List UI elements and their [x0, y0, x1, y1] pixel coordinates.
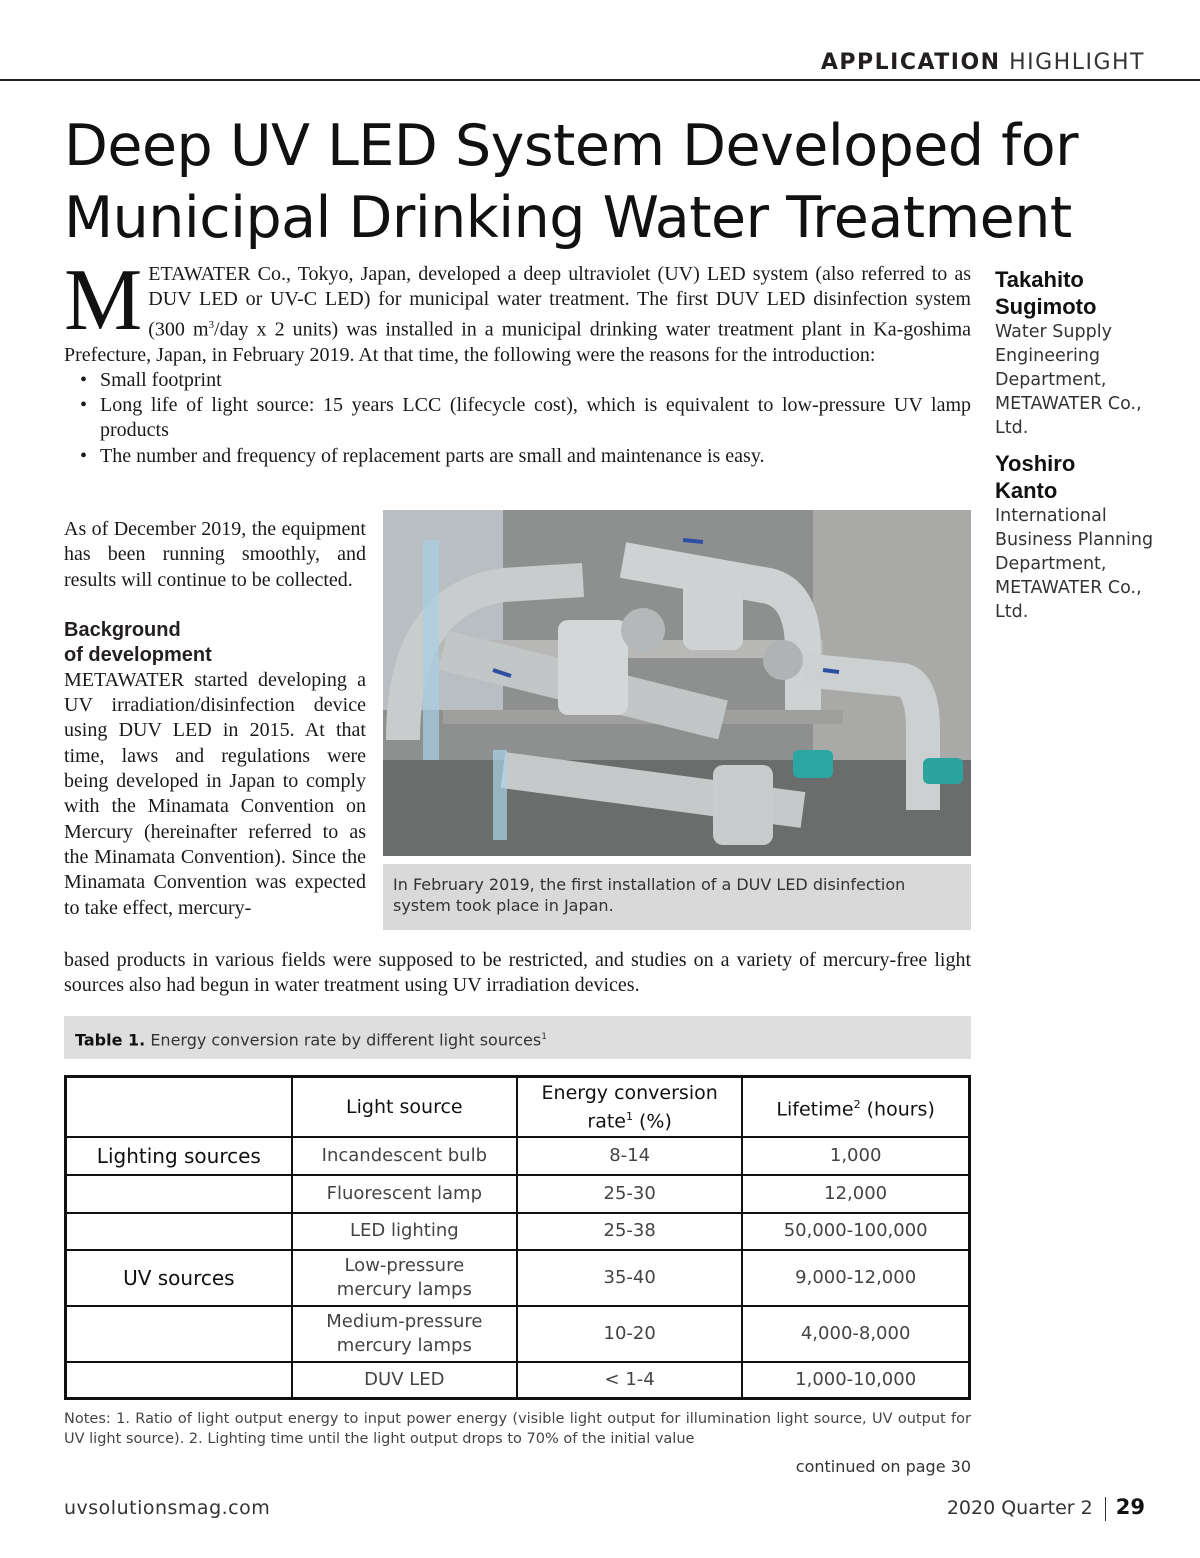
status-paragraph: As of December 2019, the equipment has been running smoothly, and results will continue to be collected.: [64, 518, 366, 591]
heading-line-2: of development: [64, 643, 212, 666]
header-cell-rate: [517, 1077, 742, 1137]
source-cell: LED lighting: [292, 1213, 517, 1250]
source-cell: Incandescent bulb: [292, 1137, 517, 1175]
rate-cell: 8-14: [517, 1137, 742, 1175]
table-row: [66, 1306, 970, 1362]
author-first-name: Takahito: [995, 267, 1084, 292]
intro-superscript: 3: [208, 318, 215, 331]
photo-caption: In February 2019, the first installation of a DUV LED disinfection system took place in Japan.: [383, 864, 971, 930]
author-first-name: Yoshiro: [995, 451, 1076, 476]
group-cell-empty: [66, 1362, 292, 1399]
section-label-bold: APPLICATION: [820, 50, 1001, 75]
source-line-1: Medium-pressure: [326, 1310, 483, 1332]
footer-issue: 2020 Quarter 2: [946, 1497, 1093, 1519]
author-name: [995, 450, 1175, 504]
author-last-name: Kanto: [995, 478, 1058, 503]
author-last-name: Sugimoto: [995, 294, 1097, 319]
section-heading: [64, 618, 366, 668]
table-row: [66, 1213, 970, 1250]
background-paragraph: METAWATER started developing a UV irradiation/disinfection device using DUV LED in 2015. At that time, laws and regulations were being developed in Japan to comply with the Minamata Convention on Mercury (hereinafter referred to as the Minamata Convention). Since the Minamata Convention was expected to take effect, mercury-: [64, 668, 366, 919]
equipment-illustration: [383, 510, 971, 856]
group-cell-empty: [66, 1213, 292, 1250]
table-row: [66, 1362, 970, 1399]
table-row: [66, 1250, 970, 1306]
list-item: • Long life of light source: 15 years LCC (lifecycle cost), which is equivalent to low-pressure UV lamp products: [78, 393, 971, 444]
drop-cap: M: [64, 252, 143, 349]
header-cell-lifetime: [742, 1077, 969, 1137]
intro-block: [64, 252, 972, 469]
source-line-2: mercury lamps: [336, 1278, 472, 1300]
group-uv-sources: UV sources: [66, 1250, 292, 1306]
lifetime-cell: 1,000: [742, 1137, 969, 1175]
header-cell-source: Light source: [292, 1077, 517, 1137]
footer-issue-block: [947, 1495, 1145, 1521]
source-cell: Fluorescent lamp: [292, 1175, 517, 1213]
table-title: [64, 1016, 971, 1059]
lifetime-cell: 1,000-10,000: [742, 1362, 969, 1399]
title-line-2: Municipal Drinking Water Treatment: [64, 185, 1072, 251]
rate-cell: 25-38: [517, 1213, 742, 1250]
left-column: [64, 517, 366, 921]
footer-site: uvsolutionsmag.com: [64, 1497, 271, 1519]
table-row: [66, 1137, 970, 1175]
header-life-label: Lifetime: [776, 1097, 854, 1120]
lifetime-cell: 12,000: [742, 1175, 969, 1213]
rate-cell: 10-20: [517, 1306, 742, 1362]
table-label: Table 1.: [75, 1030, 146, 1050]
group-cell-empty: [66, 1175, 292, 1213]
title-line-1: Deep UV LED System Developed for: [64, 113, 1079, 179]
table-header-row: [66, 1077, 970, 1137]
header-cell-blank: [66, 1077, 292, 1137]
article-title: [64, 110, 1164, 254]
heading-line-1: Background: [64, 618, 181, 641]
list-item: • Small footprint: [78, 368, 971, 393]
page-number: 29: [1115, 1495, 1145, 1519]
continued-note: continued on page 30: [795, 1457, 971, 1476]
table-caption: Energy conversion rate by different light sources: [150, 1030, 542, 1050]
header-rate-superscript: 1: [625, 1109, 633, 1123]
source-cell: [292, 1306, 517, 1362]
author-sidebar: [995, 266, 1175, 634]
header-rate-line-1: Energy conversion: [541, 1081, 718, 1104]
reasons-list: [78, 368, 971, 469]
rate-cell: 25-30: [517, 1175, 742, 1213]
header-rule: [0, 79, 1200, 81]
rate-cell: 35-40: [517, 1250, 742, 1306]
header-life-superscript: 2: [853, 1097, 861, 1111]
header-rate-line-2: rate: [587, 1109, 626, 1132]
equipment-photo: [383, 510, 971, 856]
source-cell: [292, 1250, 517, 1306]
section-label: [821, 50, 1145, 76]
rate-cell: < 1-4: [517, 1362, 742, 1399]
group-cell-empty: [66, 1306, 292, 1362]
author-affiliation: International Business Planning Department, METAWATER Co., Ltd.: [995, 506, 1154, 622]
header-life-unit: (hours): [860, 1097, 935, 1120]
list-item: • The number and frequency of replacement parts are small and maintenance is easy.: [78, 444, 971, 469]
footer-divider: [1105, 1497, 1106, 1521]
intro-text-2: /day x 2 units) was installed in a municipal drinking water treatment plant in Ka-goshima Prefecture, Japan, in February 2019. At that time, the following were the reasons for the introduction:: [64, 318, 972, 366]
lifetime-cell: 9,000-12,000: [742, 1250, 969, 1306]
header-rate-unit: (%): [632, 1109, 672, 1132]
table-caption-superscript: 1: [541, 1032, 547, 1042]
section-label-light: HIGHLIGHT: [1009, 50, 1145, 75]
lifetime-cell: 50,000-100,000: [742, 1213, 969, 1250]
source-cell: DUV LED: [292, 1362, 517, 1399]
author-affiliation: Water Supply Engineering Department, METAWATER Co., Ltd.: [995, 322, 1142, 438]
source-line-2: mercury lamps: [336, 1334, 472, 1356]
intro-text-1: ETAWATER Co., Tokyo, Japan, developed a deep ultraviolet (UV) LED system (also referred to as DUV LED or UV-C LED) for municipal water treatment. The first DUV LED disinfection system (300 m: [148, 263, 971, 341]
energy-table: [64, 1075, 971, 1400]
table-notes: Notes: 1. Ratio of light output energy to input power energy (visible light output for illumination light source, UV output for UV light source). 2. Lighting time until the light output drops to 70% of the initial value: [64, 1411, 971, 1447]
group-lighting-sources: Lighting sources: [66, 1137, 292, 1175]
background-paragraph-continued: based products in various fields were supposed to be restricted, and studies on a variety of mercury-free light sources also had begun in water treatment using UV irradiation devices.: [64, 949, 971, 997]
source-line-1: Low-pressure: [344, 1254, 465, 1276]
table-row: [66, 1175, 970, 1213]
lifetime-cell: 4,000-8,000: [742, 1306, 969, 1362]
intro-paragraph: [64, 252, 972, 368]
author-name: [995, 266, 1175, 320]
